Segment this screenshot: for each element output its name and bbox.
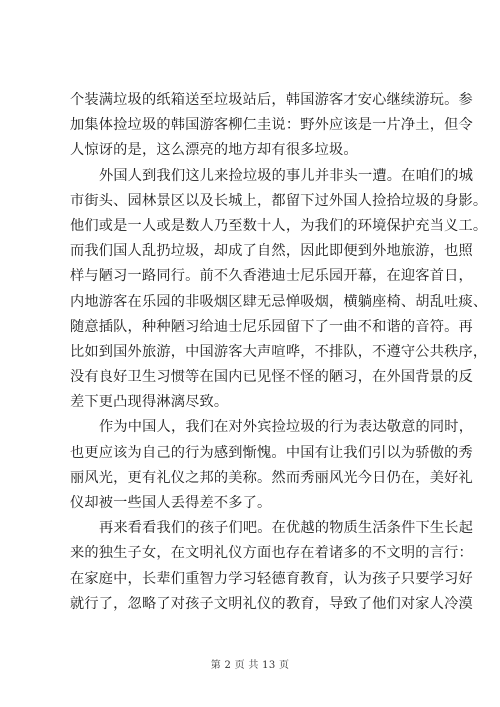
text-line: 丽风光，更有礼仪之邦的美称。然而秀丽风光今日仍在，美好礼 [70,469,473,486]
page-footer: 第 2 页 共 13 页 [210,660,290,671]
text-line: 就行了，忽略了对孩子文明礼仪的教育，导致了他们对家人冷漠 [70,595,473,612]
text-line: 随意插队，种种陋习给迪士尼乐园留下了一曲不和谐的音符。再 [70,318,473,335]
text-line: 在家庭中，长辈们重智力学习轻德育教育，认为孩子只要学习好 [70,570,473,587]
text-line: 人惊讶的是，这么漂亮的地方却有很多垃圾。 [70,142,358,159]
text-line: 也更应该为自己的行为感到惭愧。中国有让我们引以为骄傲的秀 [70,444,473,461]
text-line: 内地游客在乐园的非吸烟区肆无忌惮吸烟，横躺座椅、胡乱吐痰、 [70,293,488,310]
text-line: 外国人到我们这儿来捡垃圾的事儿并非头一遭。在咱们的城 [99,167,474,184]
text-line: 来的独生子女，在文明礼仪方面也存在着诸多的不文明的言行： [70,545,473,562]
text-line: 个装满垃圾的纸箱送至垃圾站后，韩国游客才安心继续游玩。参 [70,92,473,108]
text-line: 没有良好卫生习惯等在国内已见怪不怪的陋习，在外国背景的反 [70,369,473,386]
text-line: 比如到国外旅游，中国游客大声喧哗，不排队，不遵守公共秩序， [70,343,488,360]
text-line: 作为中国人，我们在对外宾捡垃圾的行为表达敬意的同时， [99,419,474,436]
text-line: 他们或是一人或是数人乃至数十人，为我们的环境保护充当义工。 [70,217,488,234]
text-line: 市街头、园林景区以及长城上，都留下过外国人捡拾垃圾的身影。 [70,192,488,209]
text-line: 仪却被一些国人丢得差不多了。 [70,495,272,511]
text-line: 再来看看我们的孩子们吧。在优越的物质生活条件下生长起 [99,520,474,537]
text-line: 差下更凸现得淋漓尽致。 [70,394,229,411]
text-line: 样与陋习一路同行。前不久香港迪士尼乐园开幕，在迎客首日， [70,268,473,285]
text-line: 加集体捡垃圾的韩国游客柳仁圭说：野外应该是一片净土，但令 [70,117,473,134]
text-line: 而我们国人乱扔垃圾，却成了自然，因此即便到外地旅游，也照 [70,243,473,260]
document-body [70,88,488,617]
